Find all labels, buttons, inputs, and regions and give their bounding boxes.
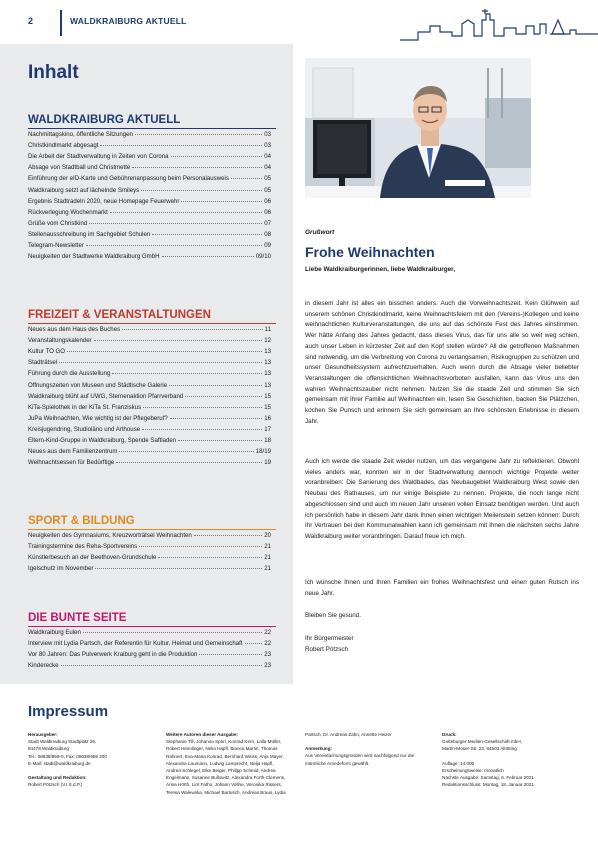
impressum-line: Robert Pötzsch (V.I.S.d.P.) [28,782,83,788]
toc-entry-title: Christkindlmarkt abgesagt [28,142,99,150]
toc-dot-leader [158,557,262,558]
city-skyline-logo [400,6,598,44]
impressum-heading: Herausgeber: [28,732,58,737]
toc-entry[interactable] [28,382,271,393]
impressum-publisher [28,731,156,788]
toc-entry[interactable] [28,131,271,142]
toc-page-number: 23 [264,662,271,670]
toc-entry[interactable] [28,437,271,448]
toc-entry-title: Nachmittagskino, öffentliche Sitzungen [28,131,133,138]
toc-entry[interactable] [28,370,271,381]
toc-dot-leader [86,245,262,246]
toc-page-number: 04 [264,164,271,172]
toc-dot-leader [122,329,263,330]
toc-section-title: DIE BUNTE SEITE [28,612,127,624]
toc-dot-leader [199,654,262,655]
toc-dot-leader [139,546,262,547]
impressum-line: Stadt Waldkraiburg Stadtplatz 26, [28,739,97,745]
impressum-line: Robert Heimlinger, Nelia Hapfl, Bianca Martin, Thomas [166,746,278,752]
mayor-photo [305,58,531,198]
toc-page-number: 05 [264,175,271,183]
toc-entry-title: Führung durch die Ausstellung [28,370,111,378]
toc-heading: Inhalt [28,62,79,83]
toc-entry[interactable] [28,142,271,153]
toc-dot-leader [59,362,262,363]
toc-entry[interactable] [28,220,271,231]
toc-entry[interactable] [28,543,271,554]
impressum-heading: Weitere Autoren dieser Ausgabe: [166,732,239,737]
toc-page-number: 13 [264,348,271,356]
impressum-heading: Gestaltung und Redaktion: [28,775,87,781]
toc-entry-title: Vor 80 Jahren: Das Pulverwerk Kraiburg geht in die Produktion [28,651,198,659]
toc-section-title: SPORT & BILDUNG [28,515,135,527]
toc-entry[interactable] [28,404,271,415]
toc-entry-title: Neues aus dem Haus des Buches [28,326,121,333]
toc-entry[interactable] [28,231,271,242]
impressum-title: Impressum [28,703,109,720]
toc-dot-leader [95,568,262,569]
toc-entry-title: Waldkraiburg blüht auf UWG, Sternenaktion Pfarrverband [28,392,184,400]
toc-entry[interactable] [28,393,271,404]
impressum-line: Anna Hörth, Lint Fatho, Johann Vollne, Veronika Rissers, [166,782,282,788]
toc-section-rule [28,128,276,129]
toc-entry[interactable] [28,651,271,662]
toc-entry-title: Waldkraiburg setzt auf lächelnde Smileys [28,186,140,194]
publication-title: WALDKRAIBURG AKTUELL [70,16,187,26]
toc-dot-leader [152,234,262,235]
toc-dot-leader [94,340,263,341]
toc-entry[interactable] [28,448,271,459]
toc-section-rule [28,626,276,627]
toc-page-number: 09/10 [255,253,271,261]
impressum-heading: Druck: [442,732,457,737]
impressum-line: Partsch, Dr. Andreas Zahn, Annette Heizer [305,732,392,737]
toc-entry-title: Die Arbeit der Stadtverwaltung in Zeiten von Corona [28,153,169,161]
toc-page-number: 04 [264,153,271,161]
toc-entry[interactable] [28,662,271,673]
toc-entry-title: Neuigkeiten des Gymnasiums, Kreuzworträtsel Weihnachten [28,532,192,539]
toc-page-number: 13 [264,381,271,389]
impressum-authors [166,731,306,796]
toc-entry-title: Weihnachtsessen für Bedürftige [28,459,115,467]
toc-entry-title: Telegram-Newsletter [28,242,84,249]
toc-entry-title: Neues aus dem Familienzentrum [28,448,118,456]
toc-page-number: 19 [264,459,271,467]
toc-entry[interactable] [28,153,271,164]
impressum-line: E-Mail: stadt@waldkraiburg.de [28,760,91,766]
toc-page-number: 03 [264,131,271,138]
toc-dot-leader [142,429,262,430]
toc-entry[interactable] [28,198,271,209]
toc-entry-title: Grüße vom Christkind [28,219,88,227]
toc-dot-leader [143,407,262,408]
toc-entry-title: Stadträtsel [28,359,58,367]
toc-entry-title: Künstlerbesuch an der Beethoven-Grundschule [28,554,157,562]
article-kicker: Grußwort [305,229,335,236]
article-paragraph: in diesem Jahr ist alles ein bisschen anders. Auch die Vorweihnachtszeit. Kein Glühwein auf unserem schönen Christkindlmarkt, keine Weihnachtsfeiern mit den (Vereins-)Kollegen und keine weihnachtlichen Kulturveranstaltungen, die uns auf das schönste Fest des Jahres einstimmen. Wer hätte Anfang des Jahres gedacht, dass dieses Virus, das für uns alle so weit weg schien, auch unser Leben in kürzester Zeit auf den Kopf stellen würde? All die getroffenen Maßnahmen sind notwendig, um die Verbreitung von Corona zu verlangsamen, Risikogruppen zu schützen und unser Gesundheitssystem aufrechtzuerhalten. Auch wenn durch die Absage vieler beliebter Veranstaltungen die offensichtlichen Weihnachtsvorboten ausfallen, kann das Virus uns den wahren Weihnachtszauber nicht nehmen. Nutzen Sie die staade Zeit und stimmen Sie sich gemeinsam mit Ihrer Familie auf Weihnachten ein, lesen Sie Geschichten, backen Sie Plätzchen, kochen Sie Punsch und erinnern Sie sich gemeinsam an Ihre schönsten Erlebnisse in diesem Jahr. [305,300,579,425]
impressum-line: Gotteburger Medien-Gesellschaft mbH, [442,739,522,745]
toc-entry[interactable] [28,337,271,348]
toc-entry[interactable] [28,175,271,186]
toc-entry[interactable] [28,326,271,337]
toc-dot-leader [194,535,262,536]
impressum-line: 84478 Waldkraiburg [28,746,69,752]
toc-entry[interactable] [28,554,271,565]
toc-entry[interactable] [28,629,271,640]
toc-dot-leader [61,665,263,666]
toc-page-number: 21 [264,565,271,573]
impressum-line: Erscheinungsweise: monatlich [442,767,504,773]
toc-entry-title: Trainingstermine des Reha-Sportvereins [28,543,138,551]
toc-entry-title: Kultur TO GO [28,348,66,356]
toc-page-number: 06 [264,208,271,216]
toc-page-number: 16 [264,414,271,422]
toc-dot-leader [135,134,262,135]
toc-page-number: 13 [264,359,271,367]
toc-entry-title: Veranstaltungskalender [28,337,92,345]
toc-page-number: 20 [264,532,271,539]
impressum-line: Andrea Schlegel, Elke Beiger, Philipp Schmid, Andrea [166,768,276,774]
toc-entry[interactable] [28,164,271,175]
toc-entry-title: Neuigkeiten der Stadtwerke Waldkraiburg GmbH [28,253,160,261]
signoff-role: Ihr Bürgermeister [305,635,354,642]
impressum-line: männliche Anredeform gewählt. [305,760,370,766]
toc-entry-title: JuPa Weihnachten, Wie wichtig ist der Pflegeberuf? [28,414,168,422]
toc-entry[interactable] [28,348,271,359]
toc-entry-title: KiTa-Spielothek in der KiTa St. Franziskus [28,403,142,411]
toc-entry-title: Kinderecke [28,662,59,670]
toc-page-number: 18 [264,437,271,444]
toc-dot-leader [89,223,262,224]
article-paragraph: Bleiben Sie gesund. [305,612,362,619]
toc-entry-title: Eltern-Kind-Gruppe in Waldkraiburg, Spende Saftladen [28,437,177,444]
page-number: 2 [28,16,34,26]
toc-entry[interactable] [28,209,271,220]
toc-page-number: 06 [264,197,271,205]
toc-dot-leader [119,451,253,452]
toc-entry[interactable] [28,359,271,370]
toc-entry[interactable] [28,426,271,437]
toc-dot-leader [178,440,262,441]
article-paragraph: Ich wünsche Ihnen und Ihren Familien ein frohes Weihnachtsfest und einen guten Rutsch ins neue Jahr. [305,579,579,597]
toc-page-number: 13 [264,370,271,378]
impressum-line: Teresa Walewska, Michael Bartusch, Andreas Braus, Lydia [166,789,286,795]
toc-dot-leader [83,632,262,633]
impressum-line: Auflage: 14.000 [442,760,475,766]
toc-entry-title: Stellenausschreibung im Sachgebiet Schulen [28,230,151,238]
toc-section-title: WALDKRAIBURG AKTUELL [28,114,181,126]
impressum-line: Nächste Ausgabe: Samstag, 6. Februar 2021 [442,775,534,781]
toc-page-number: 07 [264,219,271,227]
toc-page-number: 21 [264,554,271,562]
toc-entry[interactable] [28,459,271,470]
toc-page-number: 15 [264,392,271,400]
toc-dot-leader [141,190,262,191]
toc-page-number: 09 [264,242,271,249]
toc-page-number: 21 [264,543,271,551]
toc-section-rule [28,529,276,530]
toc-entry[interactable] [28,415,271,426]
toc-dot-leader [181,201,262,202]
article-salutation: Liebe Waldkraiburgerinnen, liebe Waldkraiburger, [305,266,456,273]
signoff-name: Robert Pötzsch [305,646,349,653]
toc-page-number: 12 [264,337,271,345]
toc-page-number: 05 [264,186,271,194]
toc-entry-title: Kreisjugendring, Studioläno und Arthouse [28,425,141,433]
impressum-line: Stephanie Till, Johanna Spörl, Konrad Kern, Lalla Müller, [166,739,282,745]
impressum-line: Aus Vereinfachungsgründen wird nachfolgend nur die [305,753,415,759]
toc-section-title: FREIZEIT & VERANSTALTUNGEN [28,309,211,321]
toc-dot-leader [112,373,262,374]
article-title: Frohe Weihnachten [305,244,435,260]
toc-dot-leader [245,643,263,644]
toc-entry-title: Igelschutz im November [28,565,94,573]
toc-page-number: 22 [264,640,271,648]
toc-entry[interactable] [28,242,271,253]
toc-entry-title: Absage von Stadtball und Christmette [28,164,131,172]
toc-entry-title: Ergebnis Stadtradeln 2020, neue Homepage Feuerwehr [28,197,180,205]
toc-entry-title: Einführung der eID-Karte und Gebührenanpassung beim Personalausweis [28,175,229,183]
toc-dot-leader [132,167,262,168]
toc-page-number: 03 [264,142,271,150]
toc-entry[interactable] [28,532,271,543]
impressum-line: Tel.: 08638/959-0, Fax: 08638/959 200 [28,753,107,759]
toc-dot-leader [110,212,262,213]
impressum-heading: Anmerkung: [305,746,333,752]
article-paragraph: Auch ich werde die staade Zeit wieder nutzen, um das vergangene Jahr zu reflektieren. Obwohl vieles anders war, konnten wir in der Stadtverwaltung dennoch wichtige Projekte weiter voranbreiben: Die Sanierung des Waldbades, das Neubaugebiet Waldkraiburg West sowie den Neubau des Rathauses, um nur einige Beispiele zu nennen. Projekte, die noch lange nicht abgeschlossen sind und auch im neuen Jahr unseren vollen Einsatz benötigen werden. Und auch ich persönlich habe in diesem Jahr dank Ihnen einen wichtigen Meilenstein setzen können: Durch Ihr Vertrauen bei den Kommunalwahlen kann ich gemeinsam mit Ihnen die nächsten sechs Jahre Waldkraiburg weiter vorantbringen. Darauf freue ich mich. [305,458,579,540]
toc-dot-leader [116,462,262,463]
toc-entry[interactable] [28,565,271,576]
impressum-line: Redaktionsschluss: Montag, 18. Januar 2021 [442,782,534,788]
impressum-line: Engelmann, Susanne Bullowitz, Alexandra Forth-Clemens, [166,775,286,781]
toc-entry[interactable] [28,253,271,264]
toc-entry-title: Rückverlegung Wochenmarkt [28,208,108,216]
impressum-notes [305,731,421,767]
toc-entry-title: Waldkraiburg Eulen [28,629,81,636]
toc-dot-leader [100,145,262,146]
toc-entry[interactable] [28,640,271,651]
toc-page-number: 17 [264,425,271,433]
toc-dot-leader [67,351,262,352]
toc-dot-leader [231,178,262,179]
toc-entry-title: Interview mit Lydia Partsch, der Referentin für Kultur, Heimat und Gemeinschaft [28,640,243,648]
toc-entry-title: Öffnungszeiten von Museen und Städtische Galerie [28,381,168,389]
toc-dot-leader [170,418,262,419]
impressum-line: Rahnert, Eva-Maria Konrad, Bernhard Weiss, Anja Mayer, [166,753,284,759]
header-divider [60,10,62,36]
toc-page-number: 08 [264,230,271,238]
toc-dot-leader [185,396,262,397]
impressum-print [442,731,582,788]
toc-page-number: 22 [264,629,271,636]
toc-page-number: 11 [264,326,271,333]
toc-section-rule [28,323,276,324]
impressum-line: Alexandra Laumann, Ludwig Lamprecht, Nelja Hapfl, [166,760,274,766]
toc-page-number: 18/19 [255,448,271,456]
toc-page-number: 15 [264,403,271,411]
toc-dot-leader [171,156,263,157]
impressum-line: Martin-Moser-Str. 23, 84503 Altötting [442,746,517,752]
toc-dot-leader [162,256,254,257]
toc-dot-leader [169,385,262,386]
toc-page-number: 23 [264,651,271,659]
toc-entry[interactable] [28,187,271,198]
